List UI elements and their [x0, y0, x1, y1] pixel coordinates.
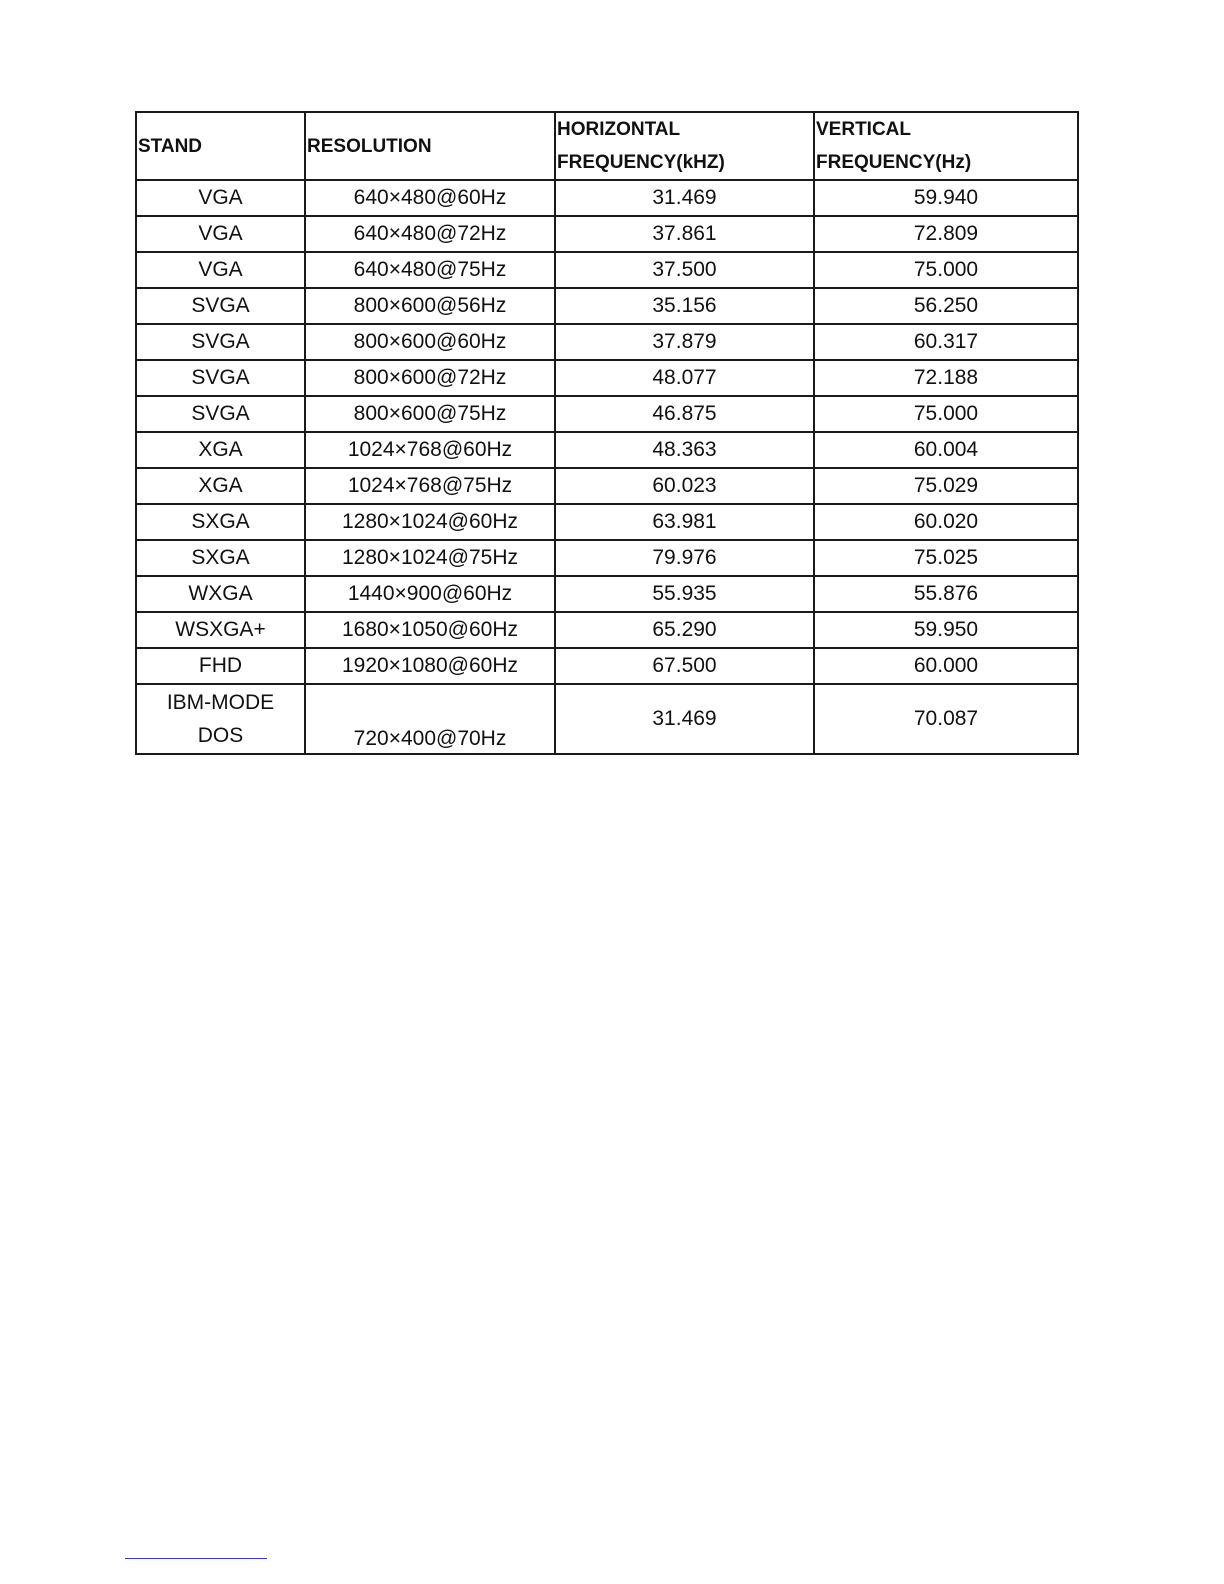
cell-stand: WSXGA+ [136, 612, 305, 648]
cell-stand: SXGA [136, 504, 305, 540]
cell-stand-line1: IBM-MODE [166, 691, 275, 714]
cell-vertical: 75.029 [814, 468, 1078, 504]
header-stand-label: STAND [138, 135, 203, 157]
cell-horizontal: 37.861 [555, 216, 814, 252]
table-row [136, 288, 1078, 324]
cell-resolution: 640×480@75Hz [305, 252, 555, 288]
header-horizontal-line2: FREQUENCY(kHZ) [557, 152, 725, 173]
cell-resolution: 1440×900@60Hz [305, 576, 555, 612]
cell-horizontal: 31.469 [555, 684, 814, 754]
cell-vertical: 72.809 [814, 216, 1078, 252]
cell-horizontal: 37.879 [555, 324, 814, 360]
cell-stand: SXGA [136, 540, 305, 576]
header-vertical-frequency [814, 112, 1078, 180]
cell-vertical: 59.950 [814, 612, 1078, 648]
cell-vertical: 75.000 [814, 396, 1078, 432]
cell-vertical: 70.087 [814, 684, 1078, 754]
table-body [136, 180, 1078, 754]
cell-resolution: 1680×1050@60Hz [305, 612, 555, 648]
cell-resolution: 720×400@70Hz [305, 684, 555, 754]
cell-stand: XGA [136, 432, 305, 468]
cell-resolution: 800×600@75Hz [305, 396, 555, 432]
cell-horizontal: 63.981 [555, 504, 814, 540]
cell-stand: SVGA [136, 396, 305, 432]
table-row-ibm-mode-dos [136, 684, 1078, 754]
table-row [136, 396, 1078, 432]
header-vertical-line2: FREQUENCY(Hz) [816, 152, 972, 173]
table-row [136, 432, 1078, 468]
header-resolution-label: RESOLUTION [307, 135, 432, 157]
cell-vertical: 75.025 [814, 540, 1078, 576]
cell-horizontal: 67.500 [555, 648, 814, 684]
table-row [136, 576, 1078, 612]
table-row [136, 180, 1078, 216]
cell-resolution: 1280×1024@60Hz [305, 504, 555, 540]
header-resolution [305, 112, 555, 180]
cell-resolution: 1024×768@75Hz [305, 468, 555, 504]
cell-stand: VGA [136, 252, 305, 288]
table-row [136, 252, 1078, 288]
cell-horizontal: 79.976 [555, 540, 814, 576]
cell-vertical: 60.000 [814, 648, 1078, 684]
table-row [136, 324, 1078, 360]
cell-stand: SVGA [136, 324, 305, 360]
table-row [136, 216, 1078, 252]
cell-vertical: 75.000 [814, 252, 1078, 288]
cell-resolution: 800×600@72Hz [305, 360, 555, 396]
cell-stand: VGA [136, 180, 305, 216]
cell-stand: XGA [136, 468, 305, 504]
cell-resolution: 640×480@60Hz [305, 180, 555, 216]
cell-stand: FHD [136, 648, 305, 684]
cell-stand: WXGA [136, 576, 305, 612]
cell-stand: VGA [136, 216, 305, 252]
cell-vertical: 60.020 [814, 504, 1078, 540]
cell-stand: SVGA [136, 360, 305, 396]
table-row [136, 360, 1078, 396]
table-row [136, 612, 1078, 648]
cell-horizontal: 35.156 [555, 288, 814, 324]
cell-stand-line2: DOS [197, 724, 244, 747]
table-header-row [136, 112, 1078, 180]
cell-horizontal: 48.363 [555, 432, 814, 468]
cell-horizontal: 55.935 [555, 576, 814, 612]
cell-horizontal: 37.500 [555, 252, 814, 288]
header-stand [136, 112, 305, 180]
cell-stand: SVGA [136, 288, 305, 324]
cell-resolution: 800×600@60Hz [305, 324, 555, 360]
cell-vertical: 55.876 [814, 576, 1078, 612]
header-horizontal-frequency [555, 112, 814, 180]
header-horizontal-line1: HORIZONTAL [557, 119, 681, 140]
cell-horizontal: 46.875 [555, 396, 814, 432]
table-row [136, 540, 1078, 576]
table-row [136, 468, 1078, 504]
cell-resolution: 1280×1024@75Hz [305, 540, 555, 576]
cell-resolution: 640×480@72Hz [305, 216, 555, 252]
cell-vertical: 60.317 [814, 324, 1078, 360]
footnote-separator [125, 1558, 267, 1559]
cell-horizontal: 65.290 [555, 612, 814, 648]
cell-resolution: 1024×768@60Hz [305, 432, 555, 468]
cell-resolution: 800×600@56Hz [305, 288, 555, 324]
cell-horizontal: 60.023 [555, 468, 814, 504]
timing-table [135, 111, 1079, 755]
cell-stand [136, 684, 305, 754]
header-vertical-line1: VERTICAL [816, 119, 911, 140]
cell-horizontal: 31.469 [555, 180, 814, 216]
cell-resolution: 1920×1080@60Hz [305, 648, 555, 684]
cell-vertical: 72.188 [814, 360, 1078, 396]
cell-vertical: 60.004 [814, 432, 1078, 468]
table-row [136, 648, 1078, 684]
cell-vertical: 56.250 [814, 288, 1078, 324]
cell-horizontal: 48.077 [555, 360, 814, 396]
table-row [136, 504, 1078, 540]
cell-vertical: 59.940 [814, 180, 1078, 216]
